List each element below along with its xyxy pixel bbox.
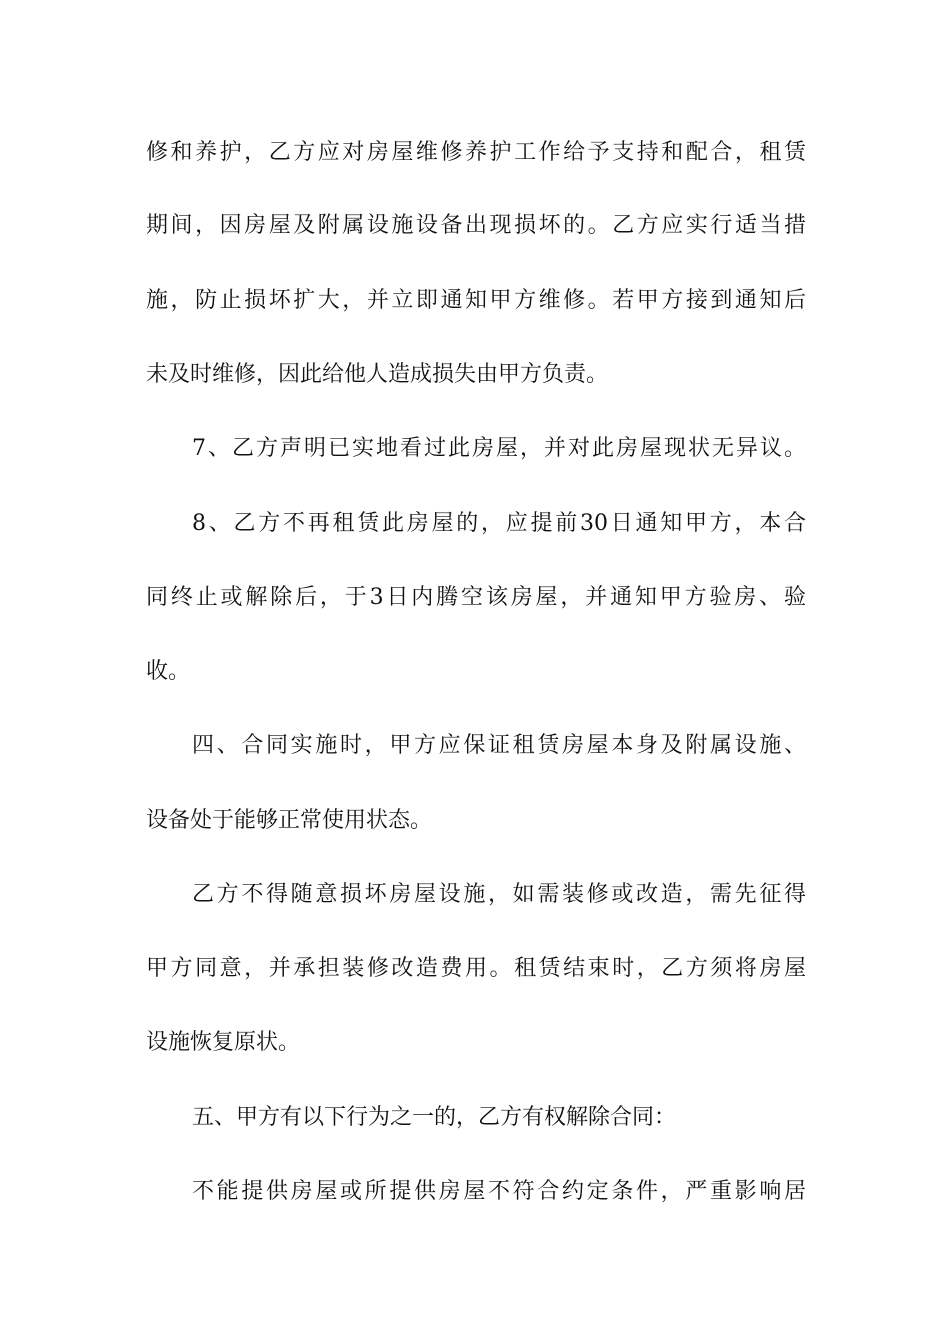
paragraph-line: 收。 <box>146 659 191 684</box>
paragraph-line: 期间，因房屋及附属设施设备出现损坏的。乙方应实行适当措 <box>146 213 806 238</box>
paragraph-line: 甲方同意，并承担装修改造费用。租赁结束时，乙方须将房屋 <box>146 956 806 981</box>
paragraph-line: 同终止或解除后，于3日内腾空该房屋，并通知甲方验房、验 <box>146 585 806 610</box>
paragraph-line: 施，防止损坏扩大，并立即通知甲方维修。若甲方接到通知后 <box>146 288 806 313</box>
paragraph-line: 不能提供房屋或所提供房屋不符合约定条件，严重影响居 <box>192 1179 806 1204</box>
paragraph-line: 设备处于能够正常使用状态。 <box>146 808 433 833</box>
paragraph-line: 未及时维修，因此给他人造成损失由甲方负责。 <box>146 362 609 387</box>
paragraph-line: 修和养护，乙方应对房屋维修养护工作给予支持和配合，租赁 <box>146 140 806 165</box>
paragraph-line: 设施恢复原状。 <box>146 1030 301 1055</box>
paragraph-line: 五、甲方有以下行为之一的，乙方有权解除合同： <box>192 1105 677 1130</box>
paragraph-line: 乙方不得随意损坏房屋设施，如需装修或改造，需先征得 <box>192 882 806 907</box>
paragraph-line: 7、乙方声明已实地看过此房屋，并对此房屋现状无异议。 <box>192 436 806 461</box>
paragraph-line: 8、乙方不再租赁此房屋的，应提前30日通知甲方，本合 <box>192 511 806 536</box>
paragraph-line: 四、合同实施时，甲方应保证租赁房屋本身及附属设施、 <box>192 733 806 758</box>
